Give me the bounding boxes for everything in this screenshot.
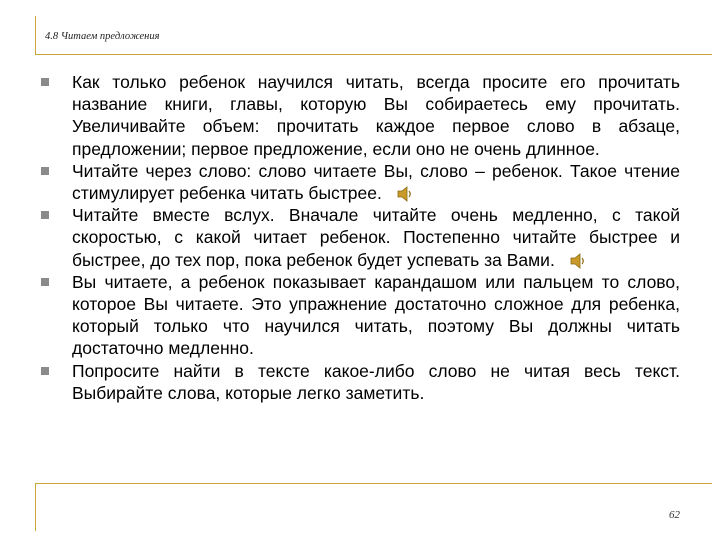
bullet-square-icon	[41, 211, 49, 219]
list-item-text: Читайте через слово: слово читаете Вы, слово – ребенок. Такое чтение стимулирует ребенка читать быстрее.	[72, 160, 680, 204]
list-item-text: Читайте вместе вслух. Вначале читайте очень медленно, с такой скоростью, с какой читает ребенок. Постепенно читайте быстрее и быстрее, до тех пор, пока ребенок будет успевать за Вами.	[72, 205, 680, 270]
list-item	[40, 204, 680, 271]
speaker-icon[interactable]	[569, 252, 587, 270]
list-item	[40, 160, 680, 204]
list-item-text: Как только ребенок научился читать, всегда просите его прочитать название книги, главы, которую Вы собираетесь ему прочитать. Увеличивайте объем: прочитать каждое первое слово в абзаце, предложении; первое предложение, если оно не очень длинное.	[72, 72, 680, 159]
slide-title: 4.8 Читаем предложения	[45, 31, 160, 42]
bullet-square-icon	[41, 78, 49, 86]
list-item	[40, 360, 680, 404]
list-item	[40, 71, 680, 160]
bullet-list	[40, 71, 680, 404]
footer-frame	[35, 483, 712, 531]
list-item-text: Попросите найти в тексте какое-либо слово не читая весь текст. Выбирайте слова, которые легко заметить.	[72, 360, 680, 403]
list-item-text: Вы читаете, а ребенок показывает карандашом или пальцем то слово, которое Вы читаете. Это упражнение достаточно сложное для ребенка, который только что научился читать, поэтому Вы должны читать достаточно медленно.	[72, 271, 680, 359]
bullet-square-icon	[41, 167, 49, 175]
bullet-square-icon	[41, 367, 49, 375]
list-item	[40, 271, 680, 360]
bullet-square-icon	[41, 278, 49, 286]
speaker-icon[interactable]	[396, 185, 414, 203]
page-number: 62	[669, 509, 680, 521]
